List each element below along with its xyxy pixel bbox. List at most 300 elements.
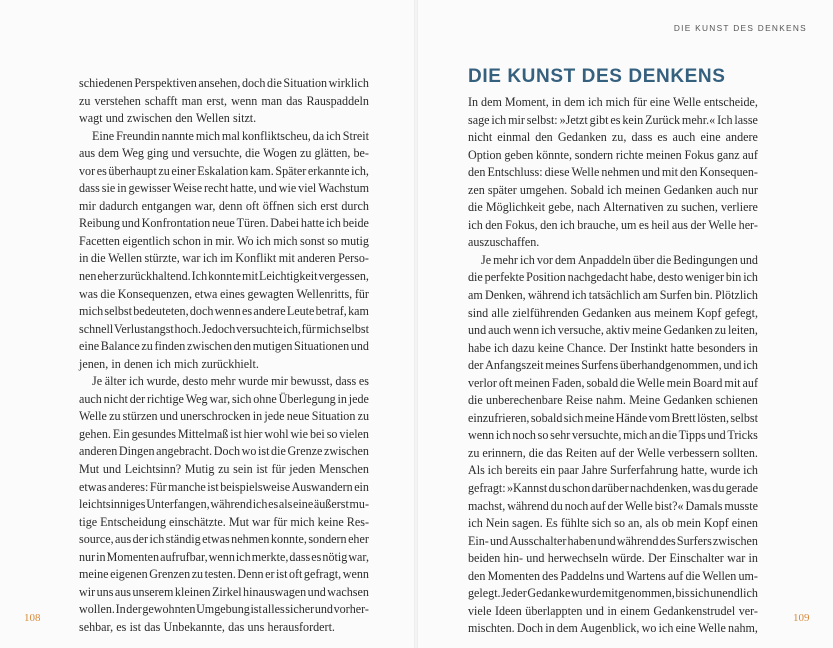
- word: verstehen: [94, 93, 141, 108]
- word: bin.: [694, 288, 713, 303]
- text-line: [468, 410, 758, 428]
- word: sich: [231, 391, 252, 406]
- word: Wartens: [626, 568, 666, 583]
- word: für: [301, 321, 316, 336]
- word: Plötzlich: [714, 288, 758, 303]
- word: überlappten: [525, 603, 583, 618]
- word: könnte,: [536, 147, 572, 162]
- word: Wo: [237, 233, 254, 248]
- word: Entscheidung: [100, 514, 167, 529]
- word: zu: [158, 163, 170, 178]
- word: Als: [468, 463, 485, 478]
- word: auf: [600, 445, 616, 460]
- word: machst,: [468, 498, 506, 513]
- word: Surfers: [676, 533, 712, 548]
- word: du: [548, 481, 561, 496]
- word: während: [507, 498, 549, 513]
- word: hatte: [300, 216, 325, 231]
- word: sie: [101, 181, 116, 196]
- word: Gedanken: [557, 130, 607, 145]
- text-line: [79, 75, 369, 93]
- word: Unterfangen,: [146, 497, 210, 512]
- word: wie: [278, 181, 297, 196]
- word: Wachstum: [318, 181, 369, 196]
- word: Nein: [485, 516, 510, 531]
- text-line: [468, 94, 758, 112]
- word: den: [485, 217, 503, 232]
- word: es: [610, 112, 621, 127]
- word: Je: [481, 252, 492, 267]
- word: Menschen: [319, 462, 369, 477]
- word: war,: [348, 549, 369, 564]
- word: dem: [554, 252, 576, 267]
- word: mir: [79, 198, 96, 213]
- word: sein: [233, 462, 253, 477]
- word: ist: [129, 619, 141, 634]
- word: etwas: [202, 532, 230, 547]
- page-number-left: 108: [24, 612, 41, 624]
- word: zu: [79, 93, 91, 108]
- text-line: [468, 217, 758, 235]
- word: vom: [648, 410, 671, 425]
- word: am: [468, 288, 483, 303]
- word: weniger: [685, 270, 724, 285]
- word: nicht: [468, 130, 493, 145]
- word: gerade: [725, 481, 758, 496]
- word: betraf,: [315, 304, 347, 319]
- word: nahm.: [596, 393, 626, 408]
- word: mir: [271, 374, 288, 389]
- word: die: [656, 252, 672, 267]
- word: und: [314, 602, 333, 617]
- word: ich: [658, 621, 674, 636]
- word: sobald: [586, 375, 619, 390]
- word: sitzt.: [233, 111, 257, 126]
- word: Auswandern: [291, 479, 353, 494]
- text-line: [468, 515, 758, 533]
- word: noch: [512, 428, 536, 443]
- word: Wellen: [195, 111, 230, 126]
- word: auszuschaffen.: [468, 235, 540, 250]
- word: kleinen: [174, 584, 211, 599]
- word: ich: [493, 340, 509, 355]
- word: meine: [79, 567, 109, 582]
- word: überhaupt: [108, 163, 157, 178]
- word: Denken,: [485, 288, 526, 303]
- word: versuchte: [236, 321, 283, 336]
- word: in: [203, 233, 213, 248]
- word: jede: [348, 391, 369, 406]
- word: und: [159, 409, 178, 424]
- word: sollten.: [722, 445, 758, 460]
- word: auf: [590, 498, 606, 513]
- word: oft: [245, 198, 260, 213]
- word: würde.: [611, 551, 645, 566]
- word: in: [748, 551, 758, 566]
- word: war,: [209, 391, 231, 406]
- text-line: [79, 356, 369, 374]
- word: zu: [468, 445, 480, 460]
- word: Konflikt: [235, 251, 277, 266]
- word: wenn: [214, 304, 241, 319]
- word: auch: [488, 323, 511, 338]
- word: Für: [149, 479, 167, 494]
- word: ohne: [253, 391, 277, 406]
- word: Hände: [615, 410, 648, 425]
- word: nach: [577, 200, 600, 215]
- word: der: [690, 217, 706, 232]
- text-line: [79, 373, 369, 391]
- word: Jedoch: [201, 321, 236, 336]
- word: schafft: [144, 93, 178, 108]
- word: Kopf: [703, 516, 729, 531]
- word: Weg: [122, 146, 144, 161]
- word: oft: [288, 567, 303, 582]
- word: mitgenommen,: [601, 586, 675, 601]
- text-line: [468, 305, 758, 323]
- word: kam.: [249, 163, 274, 178]
- word: Grenze: [287, 444, 323, 459]
- word: gebe,: [548, 200, 575, 215]
- page-number-right: 109: [793, 612, 810, 624]
- word: Umgebung: [196, 602, 250, 617]
- word: ich: [607, 182, 622, 197]
- word: Überlegung: [278, 391, 336, 406]
- text-line: [79, 496, 369, 514]
- word: Wellen: [702, 568, 737, 583]
- word: ich: [326, 128, 341, 143]
- word: meine: [632, 323, 662, 338]
- text-line: [468, 480, 758, 498]
- word: dass: [631, 130, 653, 145]
- word: Ausschalter: [509, 533, 567, 548]
- word: Wellen: [108, 251, 143, 266]
- word: der: [607, 498, 623, 513]
- word: wurde,: [146, 374, 180, 389]
- word: aus: [115, 532, 132, 547]
- word: wagt: [79, 111, 103, 126]
- word: habe: [468, 340, 491, 355]
- word: Tricks: [727, 428, 758, 443]
- word: sagen.: [512, 516, 543, 531]
- word: einmal: [497, 130, 531, 145]
- word: Denn: [237, 567, 264, 582]
- word: nur: [79, 549, 96, 564]
- word: be-: [353, 146, 369, 161]
- word: eher: [97, 269, 119, 284]
- word: mu-: [349, 497, 369, 512]
- word: ich: [202, 251, 218, 266]
- word: beide: [342, 216, 369, 231]
- word: suchen,: [681, 200, 718, 215]
- text-line: [79, 286, 369, 304]
- word: alles: [262, 602, 285, 617]
- word: aktiv: [605, 323, 631, 338]
- word: in: [96, 549, 106, 564]
- word: so: [327, 233, 339, 248]
- word: es: [116, 619, 127, 634]
- word: vor: [79, 163, 96, 178]
- word: die: [662, 428, 677, 443]
- word: oft: [498, 375, 513, 390]
- word: mit: [661, 165, 679, 180]
- word: über: [632, 252, 655, 267]
- text-line: [468, 164, 758, 182]
- word: Grenzen: [149, 567, 191, 582]
- word: Eine: [92, 128, 115, 143]
- word: nachgedacht: [567, 270, 629, 285]
- word: stürzen: [122, 409, 158, 424]
- word: hinauswagen: [243, 584, 307, 599]
- word: das: [286, 93, 303, 108]
- text-line: [79, 268, 369, 286]
- text-line: [468, 147, 758, 165]
- word: gibt: [589, 112, 609, 127]
- word: Weg: [185, 391, 208, 406]
- word: umgehen.: [519, 182, 568, 197]
- word: mal: [221, 128, 241, 143]
- word: aus: [671, 217, 689, 232]
- word: Ein-: [468, 533, 489, 548]
- word: mit: [278, 251, 295, 266]
- word: dadurch: [99, 198, 139, 213]
- word: leichtsinniges: [79, 497, 146, 512]
- text-line: [79, 215, 369, 233]
- text-line: [79, 198, 369, 216]
- word: bin: [725, 270, 742, 285]
- word: denn: [218, 198, 243, 213]
- word: finden: [154, 339, 186, 354]
- word: Alternativen: [603, 200, 664, 215]
- word: ich,: [283, 321, 301, 336]
- word: ist: [230, 426, 242, 441]
- text-line: [468, 392, 758, 410]
- word: so: [614, 516, 626, 531]
- word: recht: [204, 181, 229, 196]
- text-line: [79, 514, 369, 532]
- word: »Kannst: [506, 481, 548, 496]
- word: anderes:: [108, 479, 149, 494]
- text-line: [468, 568, 758, 586]
- word: als: [645, 516, 659, 531]
- word: hin-: [503, 551, 524, 566]
- word: für: [271, 462, 286, 477]
- word: Welle: [697, 621, 726, 636]
- word: Welle: [636, 375, 665, 390]
- word: ich: [491, 112, 507, 127]
- text-line: [468, 550, 758, 568]
- word: ich: [235, 549, 251, 564]
- word: in: [111, 356, 121, 371]
- word: und: [585, 603, 604, 618]
- word: auf: [742, 375, 758, 390]
- word: wenn: [208, 549, 235, 564]
- word: merkte,: [251, 549, 289, 564]
- word: wenn: [231, 93, 258, 108]
- word: unerschrocken: [180, 409, 251, 424]
- word: ich: [520, 252, 535, 267]
- word: Momenten: [106, 549, 160, 564]
- word: ich: [487, 463, 503, 478]
- word: der: [132, 532, 149, 547]
- word: schon: [562, 481, 591, 496]
- text-line: [79, 549, 369, 567]
- word: die: [100, 286, 116, 301]
- word: bereits: [505, 463, 538, 478]
- word: sich: [297, 198, 317, 213]
- word: mich: [79, 304, 104, 319]
- word: ich: [587, 95, 603, 109]
- word: auch: [79, 391, 102, 406]
- word: Konsequenzen,: [117, 286, 192, 301]
- word: jede: [264, 409, 285, 424]
- word: Board: [692, 375, 723, 390]
- word: Einschalter: [669, 551, 724, 566]
- word: einen: [731, 516, 758, 531]
- word: sonst: [300, 233, 325, 248]
- word: eher: [348, 532, 369, 547]
- word: zurückhaltend.: [119, 269, 191, 284]
- word: Fokus,: [505, 217, 538, 232]
- word: und: [597, 533, 616, 548]
- word: dass: [289, 549, 311, 564]
- word: Gedanken: [663, 182, 713, 197]
- word: doch: [241, 76, 266, 90]
- word: den: [233, 339, 252, 354]
- word: an,: [627, 516, 643, 531]
- word: erinnern,: [482, 445, 526, 460]
- word: den: [540, 217, 558, 232]
- word: ich: [743, 270, 758, 285]
- word: Perso-: [338, 251, 369, 266]
- word: desto: [182, 374, 208, 389]
- word: Der: [647, 551, 667, 566]
- word: wurde: [710, 463, 741, 478]
- text-line: [79, 391, 369, 409]
- word: zwischen: [323, 444, 369, 459]
- word: Gedankenstrudel: [653, 603, 736, 618]
- word: ich: [256, 233, 271, 248]
- word: ich: [468, 516, 483, 531]
- word: Türen.: [236, 216, 269, 231]
- word: schiedenen: [79, 76, 133, 90]
- word: meines: [545, 358, 580, 373]
- word: ich: [495, 428, 511, 443]
- word: verbessern: [667, 445, 720, 460]
- word: während: [210, 497, 252, 512]
- word: vorher-: [333, 602, 369, 617]
- word: herwechseln: [547, 551, 609, 566]
- word: Leute: [286, 304, 315, 319]
- word: paar: [558, 463, 579, 478]
- word: ich: [743, 463, 758, 478]
- word: öffnen: [262, 198, 295, 213]
- word: in: [545, 621, 555, 636]
- word: den: [175, 111, 193, 126]
- word: auf: [667, 568, 684, 583]
- word: des: [542, 568, 559, 583]
- word: später: [487, 182, 517, 197]
- text-line: [468, 182, 758, 200]
- word: Leichtsinn?: [124, 462, 182, 477]
- word: unendlich: [710, 586, 758, 601]
- word: sich: [690, 586, 710, 601]
- running-head: DIE KUNST DES DENKENS: [673, 23, 807, 33]
- text-line: [79, 145, 369, 163]
- word: den: [468, 165, 486, 180]
- text-line: [468, 427, 758, 445]
- word: fühlte: [560, 516, 589, 531]
- text-line: [79, 128, 369, 146]
- word: bist?«: [654, 498, 684, 513]
- word: nachdenken,: [629, 481, 691, 496]
- text-line: [79, 110, 369, 128]
- word: die: [90, 251, 106, 266]
- word: Paddelns: [560, 568, 605, 583]
- word: einzufrieren,: [468, 410, 530, 425]
- word: ist: [207, 479, 219, 494]
- word: Reise: [565, 393, 593, 408]
- text-line: [468, 533, 758, 551]
- word: darüber: [591, 481, 629, 496]
- word: sehbar,: [79, 619, 114, 634]
- word: Leichtigkeit: [259, 269, 318, 284]
- word: ich: [743, 358, 758, 373]
- word: gesundes: [131, 426, 176, 441]
- word: eine: [675, 621, 696, 636]
- word: im: [220, 251, 233, 266]
- word: mein: [676, 516, 701, 531]
- text-line: [468, 603, 758, 621]
- word: glätten,: [314, 146, 351, 161]
- text-line: [79, 233, 369, 251]
- word: durch: [341, 198, 369, 213]
- word: um: [620, 217, 637, 232]
- word: meine: [584, 410, 615, 425]
- word: selbst: [730, 410, 758, 425]
- word: Gedanke: [527, 586, 571, 601]
- word: Chance.: [566, 340, 607, 355]
- word: gefragt:: [468, 481, 506, 496]
- word: bedeuteten,: [133, 304, 189, 319]
- word: Welle: [708, 217, 737, 232]
- word: zu: [714, 323, 727, 338]
- word: war: [727, 551, 746, 566]
- word: Doch: [213, 444, 240, 459]
- word: in: [607, 603, 617, 618]
- word: ich: [571, 288, 587, 303]
- text-line: [468, 287, 758, 305]
- word: Jahre: [581, 463, 608, 478]
- word: und: [606, 568, 625, 583]
- word: schnell: [79, 321, 114, 336]
- word: Welle: [624, 498, 653, 513]
- word: andere: [253, 304, 286, 319]
- word: ganz: [716, 147, 740, 162]
- word: Später: [275, 163, 307, 178]
- word: hatte: [670, 340, 695, 355]
- word: mehr.«: [681, 112, 716, 127]
- word: Welle: [571, 165, 600, 180]
- word: Freundin: [116, 128, 160, 143]
- word: vor: [536, 252, 553, 267]
- word: ich: [560, 217, 575, 232]
- text-line: [79, 601, 369, 619]
- word: ständig: [165, 532, 201, 547]
- word: gefegt,: [724, 305, 758, 320]
- word: richtige: [146, 391, 184, 406]
- word: hoch.: [174, 321, 202, 336]
